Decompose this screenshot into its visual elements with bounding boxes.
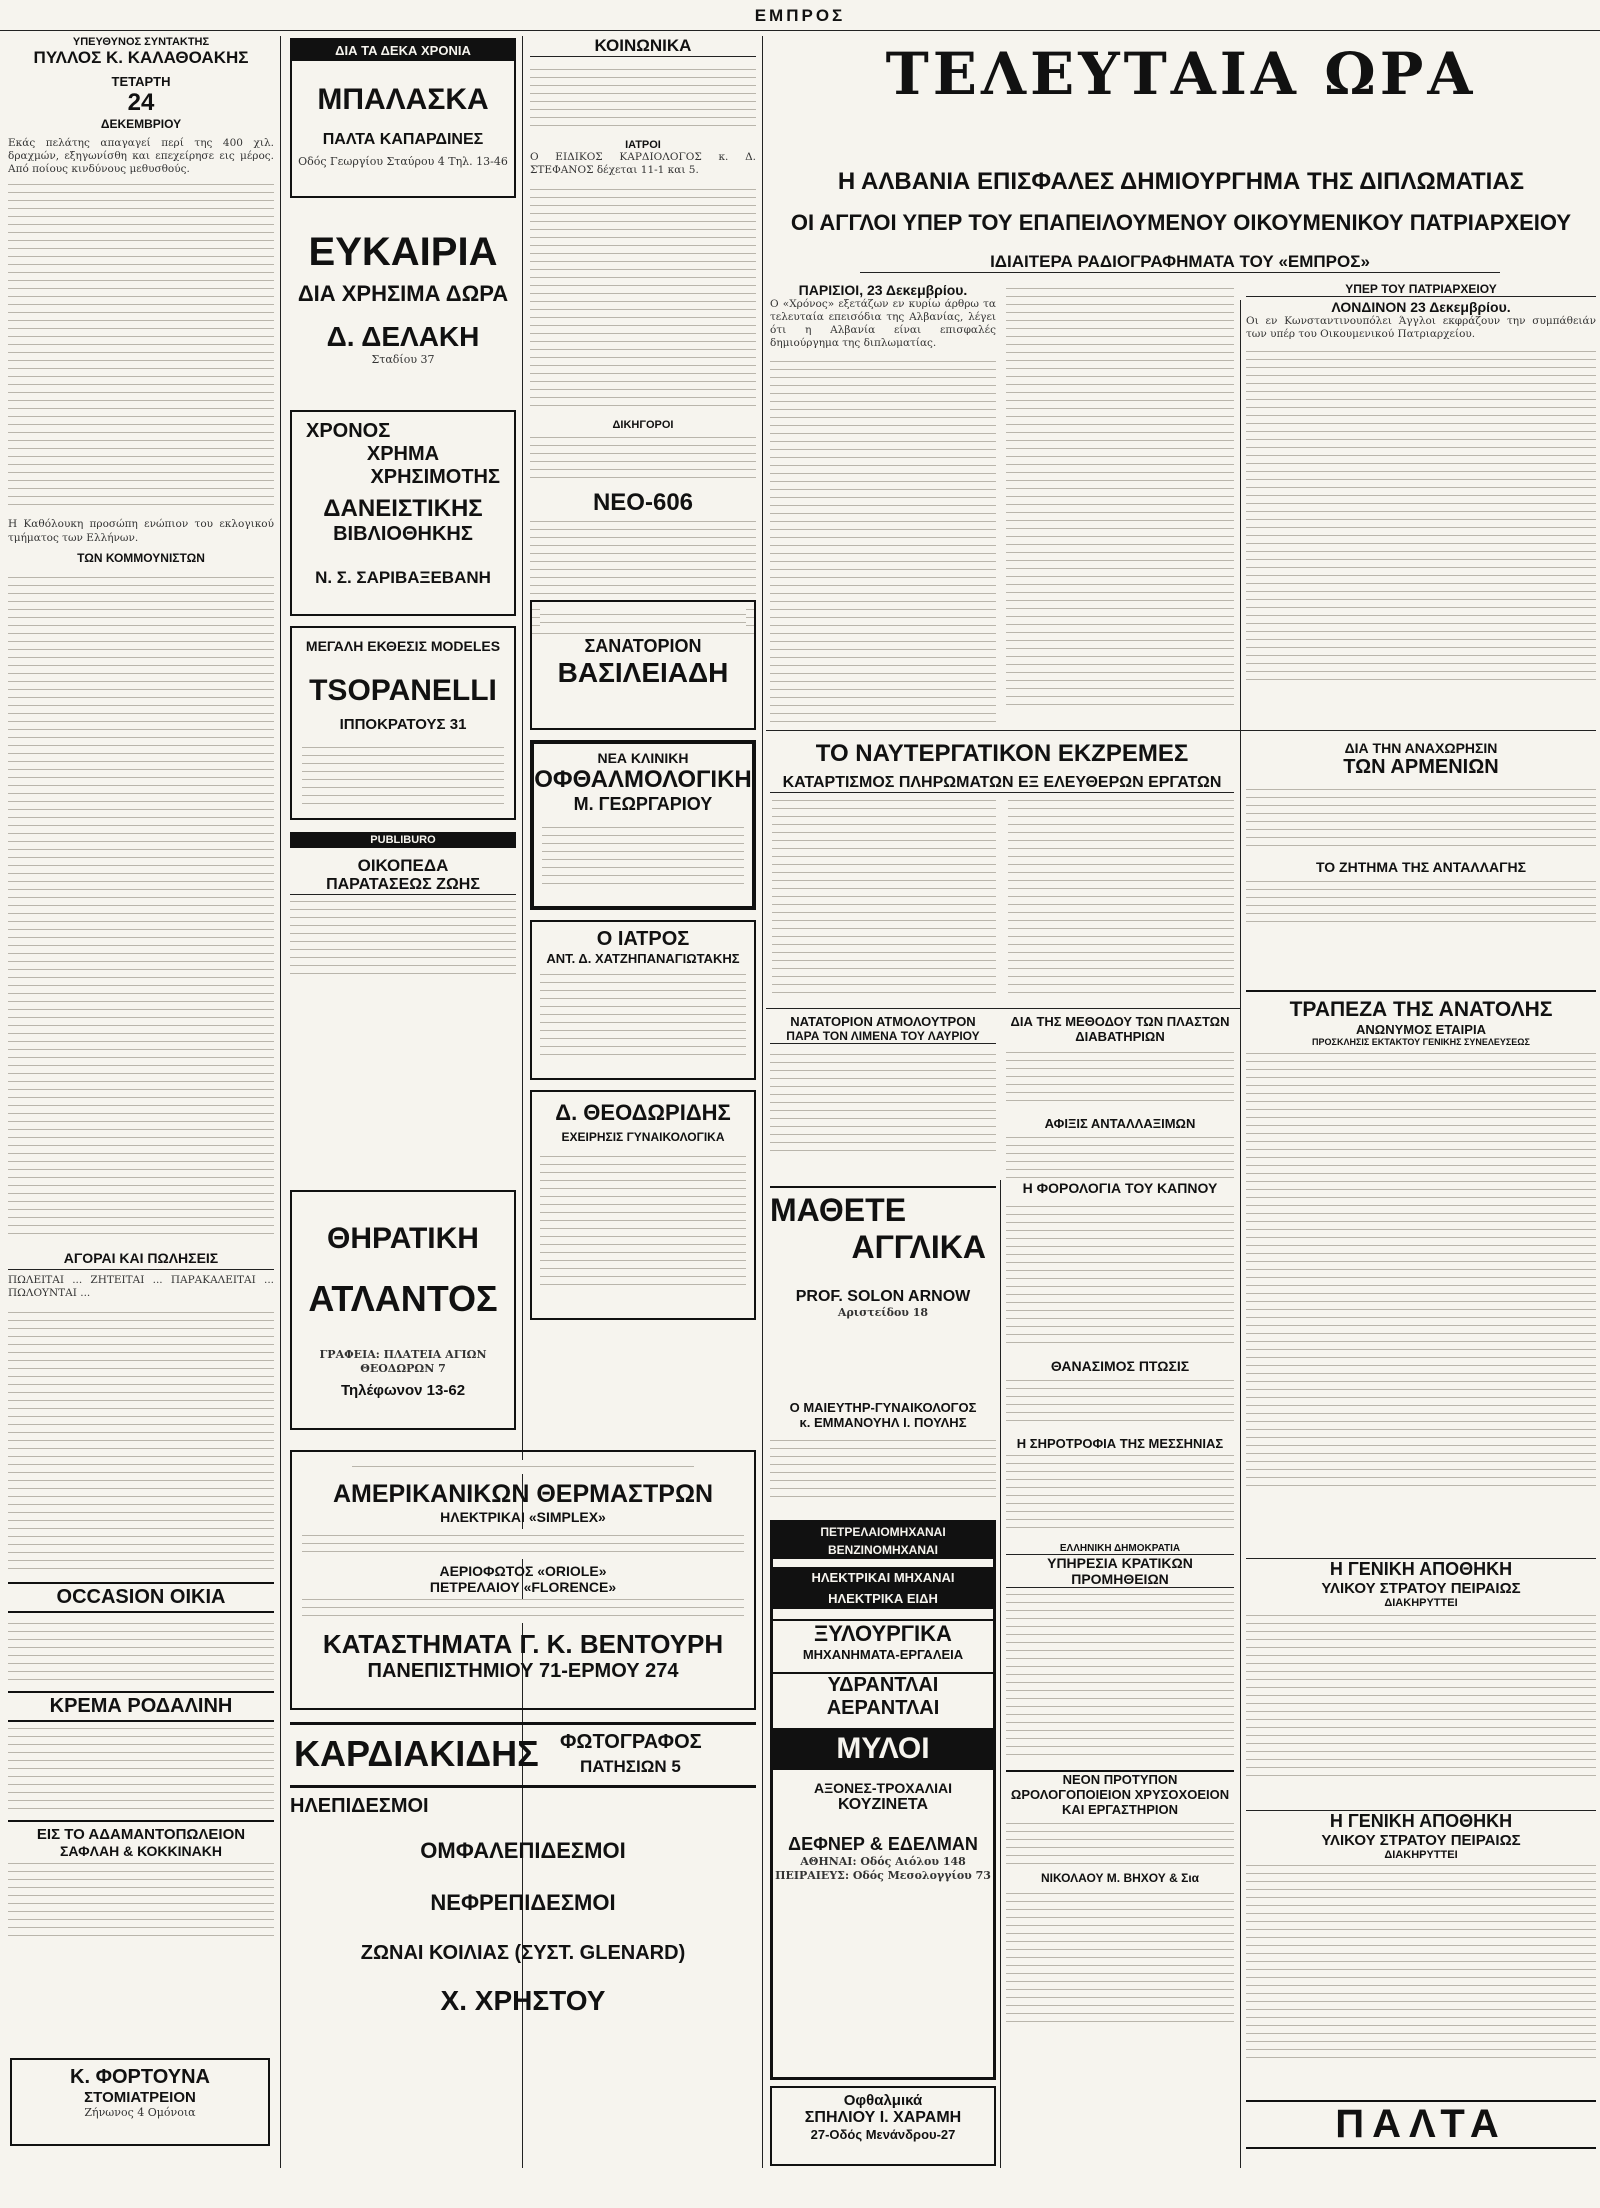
methodos-section (1006, 1014, 1234, 1185)
messinia-body (1006, 1455, 1234, 1535)
tsopanelli-title: TSOPANELLI (309, 674, 497, 707)
last-hour-title: ΤΕΛΕΥΤΑΙΑ ΩΡΑ (885, 40, 1477, 108)
oikopeda-section (290, 856, 516, 981)
sanatorium-name: ΒΑΣΙΛΕΙΑΔΗ (557, 657, 729, 688)
library-line1: ΧΡΟΝΟΣ (306, 420, 391, 442)
gynecology-subtitle: ΕΧΕΙΡΗΣΙΣ ΓΥΝΑΙΚΟΛΟΓΙΚΑ (561, 1130, 725, 1144)
machinery-air-pumps: ΑΕΡΑΝΤΛΑΙ (826, 1697, 940, 1719)
editor-label: ΥΠΕΥΘΥΝΟΣ ΣΥΝΤΑΚΤΗΣ (72, 36, 210, 48)
heaters-intro (352, 1460, 694, 1474)
tobacco-heading: Η ΦΟΡΟΛΟΓΙΑ ΤΟΥ ΚΑΠΝΟΥ (1022, 1180, 1218, 1196)
library-line3: ΧΡΗΣΙΜΟΤΗΣ (370, 466, 500, 488)
article-body (8, 182, 274, 512)
warehouse-subtitle: ΥΛΙΚΟΥ ΣΤΡΑΤΟΥ ΠΕΙΡΑΙΩΣ (1321, 1580, 1521, 1597)
diamond-title: ΕΙΣ ΤΟ ΑΔΑΜΑΝΤΟΠΩΛΕΙΟΝ (8, 1820, 274, 1843)
procurement-heading: ΥΠΗΡΕΣΙΑ ΚΡΑΤΙΚΩΝ ΠΡΟΜΗΘΕΙΩΝ (1006, 1554, 1234, 1588)
date-number: 24 (127, 89, 155, 116)
doctor-ad (530, 920, 756, 1080)
cream-title: ΚΡΕΜΑ ΡΟΔΑΛΙΝΗ (8, 1691, 274, 1722)
dentist-ad (10, 2058, 270, 2146)
library-line4: ΔΑΝΕΙΣΤΙΚΗΣ (323, 495, 483, 522)
english-lessons-english: ΑΓΓΛΙΚΑ (851, 1229, 986, 1265)
classifieds-body (8, 1306, 274, 1576)
sanatorium-intro (540, 608, 746, 630)
society-heading: ΚΟΙΝΩΝΙΚΑ (530, 36, 756, 57)
machinery-axles: ΑΞΟΝΕΣ-ΤΡΟΧΑΛΙΑΙ (814, 1780, 952, 1796)
tsopanelli-address: ΙΠΠΟΚΡΑΤΟΥΣ 31 (339, 716, 467, 733)
balaska-title: ΜΠΑΛΑΣΚΑ (317, 83, 489, 116)
bank-title: ΤΡΑΠΕΖΑ ΤΗΣ ΑΝΑΤΟΛΗΣ (1289, 998, 1553, 1021)
eye-clinic-name: ΣΠΗΛΙΟΥ Ι. ΧΑΡΑΜΗ (804, 2109, 962, 2126)
patriarchate-body (1246, 347, 1596, 687)
fall-body (1006, 1378, 1234, 1428)
doctor-body (540, 972, 746, 1062)
heaters-store-address: ΠΑΝΕΠΙΣΤΗΜΙΟΥ 71-ΕΡΜΟΥ 274 (367, 1660, 679, 1682)
eukairia-name: Δ. ΔΕΛΑΚΗ (326, 321, 480, 352)
natatorium-subheading: ΠΑΡΑ ΤΟΝ ΛΙΜΕΝΑ ΤΟΥ ΛΑΥΡΙΟΥ (770, 1029, 996, 1044)
belts-line2: ΟΜΦΑΛΕΠΙΔΕΣΜΟΙ (420, 1838, 626, 1863)
photographer-ad (290, 1722, 756, 1788)
article-body (8, 571, 274, 1241)
bank-notice: ΠΡΟΣΚΛΗΣΙΣ ΕΚΤΑΚΤΟΥ ΓΕΝΙΚΗΣ ΣΥΝΕΛΕΥΣΕΩΣ (1312, 1037, 1530, 1047)
belts-name: Χ. ΧΡΗΣΤΟΥ (440, 1985, 606, 2016)
patriarchate-heading: ΥΠΕΡ ΤΟΥ ΠΑΤΡΙΑΡΧΕΙΟΥ (1246, 282, 1596, 297)
oikopeda-body (290, 901, 516, 981)
bank-section (1246, 990, 1596, 1493)
headline-radiograms: ΙΔΙΑΙΤΕΡΑ ΡΑΔΙΟΓΡΑΦΗΜΑΤΑ ΤΟΥ «ΕΜΠΡΟΣ» (860, 252, 1500, 273)
watchmaker-details (1006, 1889, 1234, 2029)
machinery-company: ΔΕΦΝΕΡ & ΕΔΕΛΜΑΝ (788, 1834, 978, 1854)
weekday: ΤΕΤΑΡΤΗ (111, 74, 171, 89)
belts-line1: ΗΛΕΠΙΔΕΣΜΟΙ (290, 1795, 429, 1817)
masthead: ΕΜΠΡΟΣ (754, 6, 846, 25)
classifieds-heading: ΑΓΟΡΑΙ ΚΑΙ ΠΩΛΗΣΕΙΣ (8, 1247, 274, 1270)
heaters-simplex-text (302, 1529, 744, 1559)
warehouse-notice-1 (1246, 1558, 1596, 1783)
balaska-subtitle: ΠΑΛΤΑ ΚΑΠΑΡΔΙΝΕΣ (322, 131, 484, 148)
doctor-heading: Ο ΙΑΤΡΟΣ (596, 928, 690, 950)
eukairia-subtitle: ΔΙΑ ΧΡΗΣΙΜΑ ΔΩΡΑ (297, 281, 509, 306)
warehouse-body (1246, 1613, 1596, 1783)
tobacco-body (1006, 1200, 1234, 1350)
article-paris (770, 282, 996, 722)
warehouse-announces: ΔΙΑΚΗΡΥΤΤΕΙ (1384, 1597, 1458, 1609)
article-continued (1006, 282, 1234, 722)
lawyers-heading: ΔΙΚΗΓΟΡΟΙ (612, 419, 674, 432)
ophthalmology-body (542, 821, 744, 891)
atlantos-ad (290, 1190, 516, 1430)
sanatorium-label: ΣΑΝΑΤΟΡΙΟΝ (584, 636, 702, 656)
eukairia-ad (290, 210, 516, 400)
diamond-subtitle: ΣΑΦΛΑΗ & ΚΟΚΚΙΝΑΚΗ (60, 1842, 222, 1859)
palta-ad (1246, 2100, 1596, 2149)
column-rule (1000, 1180, 1001, 2168)
classifieds-text: ΠΩΛΕΙΤΑΙ ... ΖΗΤΕΙΤΑΙ ... ΠΑΡΑΚΑΛΕΙΤΑΙ ... ΠΩΛΟΥΝΤΑΙ ... (8, 1273, 274, 1299)
armenians-heading: ΔΙΑ ΤΗΝ ΑΝΑΧΩΡΗΣΙΝ (1344, 740, 1498, 756)
publiburo-bar: PUBLIBURO (290, 832, 516, 848)
continued-body (1006, 282, 1234, 712)
natatorium-heading: ΝΑΤΑΤΟΡΙΟΝ ΑΤΜΟΛΟΥΤΡΟΝ (790, 1014, 976, 1029)
doctor-name: ΑΝΤ. Δ. ΧΑΤΖΗΠΑΝΑΓΙΩΤΑΚΗΣ (546, 951, 740, 966)
heaters-store: ΚΑΤΑΣΤΗΜΑΤΑ Γ. Κ. ΒΕΝΤΟΥΡΗ (322, 1629, 724, 1659)
masthead-rule (0, 30, 1600, 31)
doctors-body (530, 183, 756, 413)
armenians-body (1246, 783, 1596, 853)
watchmaker-heading: ΝΕΟΝ ΠΡΟΤΥΠΟΝ ΩΡΟΛΟΓΟΠΟΙΕΙΟΝ ΧΡΥΣΟΧΟΕΙΟΝ ΚΑΙ ΕΡΓΑΣΤΗΡΙΟΝ (1006, 1770, 1234, 1817)
procurement-body (1006, 1592, 1234, 1762)
eye-clinic-address: 27-Οδός Μενάνδρου-27 (810, 2127, 956, 2142)
neo606-title: ΝΕΟ-606 (592, 489, 694, 517)
exchange-body (1246, 879, 1596, 929)
library-name: Ν. Σ. ΣΑΡΙΒΑΞΕΒΑΝΗ (315, 568, 491, 587)
nautergatikon-title: ΤΟ ΝΑΥΤΕΡΓΑΤΙΚΟΝ ΕΚΖΡΕΜΕΣ (815, 740, 1189, 767)
warehouse-title: Η ΓΕΝΙΚΗ ΑΠΟΘΗΚΗ (1246, 1558, 1596, 1580)
bank-body (1246, 1053, 1596, 1493)
library-line2: ΧΡΗΜΑ (366, 443, 440, 465)
obstetrician-body (770, 1434, 996, 1504)
messinia-heading: Η ΣΗΡΟΤΡΟΦΙΑ ΤΗΣ ΜΕΣΣΗΝΙΑΣ (1016, 1436, 1224, 1451)
heaters-ad (290, 1450, 756, 1710)
tobacco-section (1006, 1180, 1234, 2029)
library-line5: ΒΙΒΛΙΟΘΗΚΗΣ (333, 523, 473, 545)
armenians-section (1246, 740, 1596, 929)
english-lessons-ad (770, 1186, 996, 1398)
editor-name: ΠΥΛΛΟΣ Κ. ΚΑΛΑΘΟΑΚΗΣ (33, 48, 249, 67)
dentist-address: Ζήνωνος 4 Ομόνοια (84, 2106, 196, 2119)
column-rule (1240, 300, 1241, 2168)
machinery-bearings: ΚΟΥΖΙΝΕΤΑ (837, 1796, 929, 1813)
ophthalmology-top: ΝΕΑ ΚΛΙΝΙΚΗ (597, 750, 689, 766)
nautergatikon-body (1008, 800, 1234, 1000)
gynecology-body (540, 1152, 746, 1292)
belts-ad (290, 1795, 756, 2195)
headline-albania: Η ΑΛΒΑΝΙΑ ΕΠΙΣΦΑΛΕΣ ΔΗΜΙΟΥΡΓΗΜΑ ΤΗΣ ΔΙΠΛΩΜΑΤΙΑΣ (837, 168, 1525, 195)
dateline-paris: ΠΑΡΙΣΙΟΙ, 23 Δεκεμβρίου. (798, 282, 968, 298)
patriarchate-text: Οι εν Κωνσταντινουπόλει Άγγλοι εκφράζουν την συμπάθειάν των υπέρ του Οικουμενικού Πατριαρχείου. (1246, 315, 1596, 341)
tsopanelli-ad (290, 626, 516, 820)
heaters-florence: ΠΕΤΡΕΛΑΙΟΥ «FLORENCE» (429, 1579, 617, 1595)
diamond-body (8, 1863, 274, 1943)
katartismos-title: ΚΑΤΑΡΤΙΣΜΟΣ ΠΛΗΡΩΜΑΤΩΝ ΕΞ ΕΛΕΥΘΕΡΩΝ ΕΡΓΑΤΩΝ (770, 774, 1234, 793)
machinery-petrol: ΒΕΝΖΙΝΟΜΗΧΑΝΑΙ (773, 1541, 993, 1559)
eukairia-address: Σταδίου 37 (371, 353, 435, 366)
doctors-heading: ΙΑΤΡΟΙ (625, 139, 661, 151)
warehouse-title: Η ΓΕΝΙΚΗ ΑΠΟΘΗΚΗ (1246, 1810, 1596, 1832)
armenians-subheading: ΤΩΝ ΑΡΜΕΝΙΩΝ (1343, 756, 1499, 778)
paris-text: Ο «Χρόνος» εξετάζων εν κυρίω άρθρω τα τελευταία επεισόδια της Αλβανίας, λέγει ότι η Αλβανία είναι επισφαλές δημιούργημα της διπλωματίας. (770, 298, 996, 350)
heaters-florence-text (302, 1599, 744, 1623)
doctors-text: Ο ΕΙΔΙΚΟΣ ΚΑΡΔΙΟΛΟΓΟΣ κ. Δ. ΣΤΕΦΑΝΟΣ δέχεται 11-1 και 5. (530, 151, 756, 177)
gynecology-ad (530, 1090, 756, 1320)
atlantos-title: ΘΗΡΑΤΙΚΗ (327, 1222, 479, 1255)
warehouse-subtitle: ΥΛΙΚΟΥ ΣΤΡΑΤΟΥ ΠΕΙΡΑΙΩΣ (1321, 1832, 1521, 1849)
heaters-title: ΑΜΕΡΙΚΑΝΙΚΩΝ ΘΕΡΜΑΣΤΡΩΝ (332, 1480, 714, 1508)
machinery-wood: ΞΥΛΟΥΡΓΙΚΑ (773, 1619, 993, 1647)
machinery-tools: ΜΗΧΑΝΗΜΑΤΑ-ΕΡΓΑΛΕΙΑ (802, 1647, 964, 1662)
english-lessons-address: Αριστείδου 18 (837, 1306, 929, 1319)
article-text: Εκάς πελάτης απαγαγεί περί της 400 χιλ. δραχμών, εξηγωνίσθη και επεχείρησε εις μέρος. Από ποίους κινδύνους μεθυσθούς. (8, 137, 274, 176)
left-column (8, 36, 274, 2196)
balaska-ad (290, 38, 516, 198)
palta-title: ΠΑΛΤΑ (1335, 2102, 1507, 2146)
republic-label: ΕΛΛΗΝΙΚΗ ΔΗΜΟΚΡΑΤΙΑ (1059, 1543, 1181, 1554)
eye-clinic-ad (770, 2086, 996, 2166)
obstetrician-name: κ. ΕΜΜΑΝΟΥΗΛ Ι. ΠΟΥΛΗΣ (799, 1415, 967, 1430)
english-lessons-teacher: PROF. SOLON ARNOW (795, 1288, 971, 1305)
machinery-ad (770, 1520, 996, 2080)
balaska-top: ΔΙΑ ΤΑ ΔΕΚΑ ΧΡΟΝΙΑ (292, 40, 514, 61)
heaters-oriole: ΑΕΡΙΟΦΩΤΟΣ «ORIOLE» (439, 1563, 607, 1579)
article-text: Η Καθόλουκη προσώπη ενώπιον του εκλογικού τμήματος των Ελλήνων. (8, 518, 274, 544)
machinery-mills: ΜΥΛΟΙ (773, 1728, 993, 1770)
photographer-name: ΚΑΡΔΙΑΚΙΔΗΣ (294, 1733, 539, 1774)
belts-line3: ΝΕΦΡΕΠΙΔΕΣΜΟΙ (430, 1890, 616, 1915)
machinery-oil: ΠΕΤΡΕΛΑΙΟΜΗΧΑΝΑΙ (773, 1523, 993, 1541)
dentist-name: Κ. ΦΟΡΤΟΥΝΑ (70, 2066, 210, 2088)
section-rule (766, 730, 1596, 731)
column-rule (280, 36, 281, 2168)
dateline-london: ΛΟΝΔΙΝΟΝ 23 Δεκεμβρίου. (1331, 299, 1511, 315)
ophthalmology-title: ΟΦΘΑΛΜΟΛΟΓΙΚΗ (534, 766, 752, 793)
warehouse-notice-2 (1246, 1810, 1596, 2065)
dentist-label: ΣΤΟΜΙΑΤΡΕΙΟΝ (84, 2089, 196, 2106)
watchmaker-name: ΝΙΚΟΛΑΟΥ Μ. ΒΗΧΟΥ & Σια (1040, 1871, 1200, 1885)
column-rule (762, 36, 763, 2168)
gynecology-name: Δ. ΘΕΟΔΩΡΙΔΗΣ (555, 1100, 731, 1125)
ophthalmology-ad (530, 740, 756, 910)
section-rule (766, 1008, 1240, 1009)
photographer-role: ΦΩΤΟΓΡΑΦΟΣ (560, 1731, 702, 1753)
article-patriarchate (1246, 282, 1596, 702)
belts-line4: ΖΩΝΑΙ ΚΟΙΛΙΑΣ (ΣΥΣΤ. GLENARD) (360, 1942, 686, 1964)
natatorium-section (770, 1014, 996, 1158)
english-lessons-learn: ΜΑΘΕΤΕ (770, 1192, 907, 1228)
tsopanelli-body (302, 741, 504, 811)
atlantos-name: ΑΤΛΑΝΤΟΣ (308, 1278, 498, 1319)
communists-label: ΤΩΝ ΚΟΜΜΟΥΝΙΣΤΩΝ (77, 550, 205, 565)
society-body (530, 63, 756, 133)
afixis-heading: ΑΦΙΞΙΣ ΑΝΤΑΛΛΑΞΙΜΩΝ (1044, 1116, 1196, 1131)
afixis-body (1006, 1135, 1234, 1185)
occasion-body (8, 1617, 274, 1687)
oikopeda-subheading: ΠΑΡΑΤΑΣΕΩΣ ΖΩΗΣ (290, 876, 516, 895)
eye-clinic-title: Οφθαλμικά (843, 2092, 923, 2109)
methodos-heading: ΔΙΑ ΤΗΣ ΜΕΘΟΔΟΥ ΤΩΝ ΠΛΑΣΤΩΝ ΔΙΑΒΑΤΗΡΙΩΝ (1010, 1014, 1230, 1044)
ophthalmology-name: Μ. ΓΕΩΡΓΑΡΙΟΥ (573, 794, 713, 814)
tsopanelli-top: ΜΕΓΑΛΗ ΕΚΘΕΣΙΣ MODELES (305, 638, 501, 654)
paris-body (770, 357, 996, 723)
photographer-address: ΠΑΤΗΣΙΩΝ 5 (580, 1757, 681, 1776)
machinery-address-piraeus: ΠΕΙΡΑΙΕΥΣ: Οδός Μεσολογγίου 73 (775, 1868, 991, 1882)
machinery-water-pumps: ΥΔΡΑΝΤΛΑΙ (773, 1672, 993, 1697)
natatorium-body (770, 1048, 996, 1158)
fall-heading: ΘΑΝΑΣΙΜΟΣ ΠΤΩΣΙΣ (1050, 1358, 1190, 1374)
last-hour-banner (766, 40, 1596, 158)
balaska-address: Οδός Γεωργίου Σταύρου 4 Τηλ. 13-46 (298, 155, 508, 168)
heaters-simplex: ΗΛΕΚΤΡΙΚΑΙ «SIMPLEX» (440, 1509, 606, 1525)
nautergatikon-body (772, 800, 996, 1000)
bank-subtitle: ΑΝΩΝΥΜΟΣ ΕΤΑΙΡΙΑ (1356, 1022, 1486, 1037)
machinery-electric: ΗΛΕΚΤΡΙΚΑΙ ΜΗΧΑΝΑΙ (773, 1567, 993, 1588)
warehouse-announces: ΔΙΑΚΗΡΥΤΤΕΙ (1384, 1849, 1458, 1861)
obstetrician-title: Ο ΜΑΙΕΥΤΗΡ-ΓΥΝΑΙΚΟΛΟΓΟΣ (789, 1400, 977, 1415)
watchmaker-body (1006, 1821, 1234, 1871)
oikopeda-heading: ΟΙΚΟΠΕΔΑ (357, 856, 449, 875)
methodos-body (1006, 1048, 1234, 1108)
month: ΔΕΚΕΜΒΡΙΟΥ (100, 117, 182, 131)
machinery-address-athens: ΑΘΗΝΑΙ: Οδός Αιόλου 148 (800, 1855, 966, 1868)
eukairia-title: ΕΥΚΑΙΡΙΑ (308, 230, 498, 274)
atlantos-address: ΓΡΑΦΕΙΑ: ΠΛΑΤΕΙΑ ΑΓΙΩΝ ΘΕΟΔΩΡΩΝ 7 (319, 1348, 487, 1375)
obstetrician-ad (770, 1400, 996, 1504)
library-ad (290, 410, 516, 616)
atlantos-phone: Τηλέφωνον 13-62 (340, 1381, 466, 1399)
headline-patriarchate: ΟΙ ΑΓΓΛΟΙ ΥΠΕΡ ΤΟΥ ΕΠΑΠΕΙΛΟΥΜΕΝΟΥ ΟΙΚΟΥΜΕΝΙΚΟΥ ΠΑΤΡΙΑΡΧΕΙΟΥ (790, 210, 1572, 235)
warehouse-body (1246, 1865, 1596, 2065)
machinery-electric-items: ΗΛΕΚΤΡΙΚΑ ΕΙΔΗ (773, 1588, 993, 1609)
cream-body (8, 1726, 274, 1816)
occasion-title: OCCASION ΟΙΚΙΑ (8, 1582, 274, 1613)
lawyers-body (530, 435, 756, 485)
exchange-heading: ΤΟ ΖΗΤΗΜΑ ΤΗΣ ΑΝΤΑΛΛΑΓΗΣ (1315, 859, 1527, 875)
sanatorium-ad (530, 600, 756, 730)
